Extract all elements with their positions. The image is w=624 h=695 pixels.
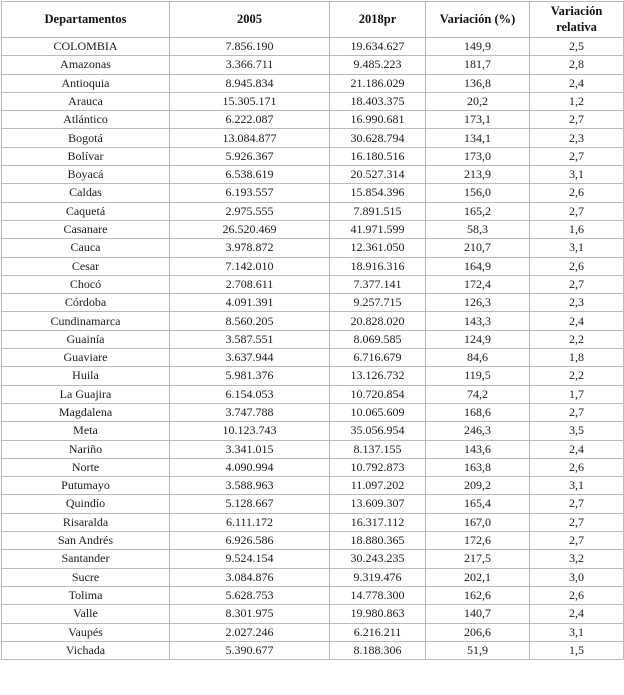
variacion-relativa-cell: 1,7 <box>530 385 624 403</box>
variacion-relativa-cell: 2,5 <box>530 38 624 56</box>
variacion-pct-cell: 51,9 <box>426 641 530 659</box>
value-2005-cell: 7.856.190 <box>170 38 330 56</box>
department-cell: Bolívar <box>2 147 170 165</box>
variacion-relativa-cell: 3,1 <box>530 166 624 184</box>
value-2005-cell: 5.390.677 <box>170 641 330 659</box>
variacion-pct-cell: 168,6 <box>426 403 530 421</box>
value-2018pr-cell: 18.403.375 <box>330 92 426 110</box>
variacion-pct-cell: 213,9 <box>426 166 530 184</box>
variacion-pct-cell: 209,2 <box>426 477 530 495</box>
column-header-variacion-relativa: Variación relativa <box>530 2 624 38</box>
table-row <box>2 38 624 56</box>
column-header-variacion-pct: Variación (%) <box>426 2 530 38</box>
variacion-pct-cell: 164,9 <box>426 257 530 275</box>
table-row <box>2 641 624 659</box>
table-row <box>2 220 624 238</box>
table-row <box>2 239 624 257</box>
department-cell: COLOMBIA <box>2 38 170 56</box>
department-cell: Tolima <box>2 586 170 604</box>
value-2005-cell: 7.142.010 <box>170 257 330 275</box>
department-cell: Guainía <box>2 330 170 348</box>
variacion-pct-cell: 119,5 <box>426 367 530 385</box>
variacion-relativa-cell: 2,7 <box>530 111 624 129</box>
value-2018pr-cell: 6.716.679 <box>330 349 426 367</box>
department-cell: Cauca <box>2 239 170 257</box>
value-2005-cell: 4.091.391 <box>170 294 330 312</box>
variacion-pct-cell: 173,0 <box>426 147 530 165</box>
variacion-relativa-cell: 2,6 <box>530 458 624 476</box>
table-row <box>2 550 624 568</box>
variacion-pct-cell: 167,0 <box>426 513 530 531</box>
value-2005-cell: 6.193.557 <box>170 184 330 202</box>
variacion-relativa-cell: 1,6 <box>530 220 624 238</box>
variacion-relativa-cell: 1,8 <box>530 349 624 367</box>
department-cell: Guaviare <box>2 349 170 367</box>
value-2018pr-cell: 9.257.715 <box>330 294 426 312</box>
department-cell: Santander <box>2 550 170 568</box>
table-row <box>2 623 624 641</box>
table-row <box>2 56 624 74</box>
value-2018pr-cell: 21.186.029 <box>330 74 426 92</box>
table-row <box>2 349 624 367</box>
variacion-pct-cell: 136,8 <box>426 74 530 92</box>
department-cell: Casanare <box>2 220 170 238</box>
header-row <box>2 2 624 38</box>
variacion-pct-cell: 210,7 <box>426 239 530 257</box>
department-cell: Norte <box>2 458 170 476</box>
value-2005-cell: 2.708.611 <box>170 275 330 293</box>
table-row <box>2 74 624 92</box>
department-cell: Antioquia <box>2 74 170 92</box>
table-row <box>2 275 624 293</box>
department-cell: Huila <box>2 367 170 385</box>
variacion-pct-cell: 134,1 <box>426 129 530 147</box>
value-2005-cell: 4.090.994 <box>170 458 330 476</box>
variacion-relativa-cell: 1,2 <box>530 92 624 110</box>
variacion-relativa-cell: 3,1 <box>530 239 624 257</box>
value-2018pr-cell: 10.720.854 <box>330 385 426 403</box>
value-2018pr-cell: 30.243.235 <box>330 550 426 568</box>
variacion-pct-cell: 165,2 <box>426 202 530 220</box>
value-2018pr-cell: 6.216.211 <box>330 623 426 641</box>
table-header <box>2 2 624 38</box>
table-row <box>2 385 624 403</box>
variacion-relativa-cell: 2,2 <box>530 330 624 348</box>
department-cell: Cesar <box>2 257 170 275</box>
department-cell: Arauca <box>2 92 170 110</box>
department-cell: La Guajira <box>2 385 170 403</box>
value-2018pr-cell: 18.880.365 <box>330 532 426 550</box>
value-2005-cell: 13.084.877 <box>170 129 330 147</box>
value-2018pr-cell: 7.891.515 <box>330 202 426 220</box>
table-row <box>2 166 624 184</box>
value-2018pr-cell: 8.188.306 <box>330 641 426 659</box>
variacion-relativa-cell: 3,5 <box>530 422 624 440</box>
value-2005-cell: 6.538.619 <box>170 166 330 184</box>
value-2005-cell: 26.520.469 <box>170 220 330 238</box>
value-2018pr-cell: 30.628.794 <box>330 129 426 147</box>
variacion-relativa-cell: 2,4 <box>530 440 624 458</box>
value-2018pr-cell: 16.317.112 <box>330 513 426 531</box>
value-2018pr-cell: 8.069.585 <box>330 330 426 348</box>
variacion-relativa-cell: 2,6 <box>530 184 624 202</box>
value-2018pr-cell: 8.137.155 <box>330 440 426 458</box>
department-cell: Valle <box>2 605 170 623</box>
value-2005-cell: 3.084.876 <box>170 568 330 586</box>
value-2018pr-cell: 19.634.627 <box>330 38 426 56</box>
department-cell: Caldas <box>2 184 170 202</box>
department-cell: Meta <box>2 422 170 440</box>
table-row <box>2 440 624 458</box>
variacion-relativa-cell: 3,0 <box>530 568 624 586</box>
variacion-relativa-cell: 2,3 <box>530 294 624 312</box>
value-2005-cell: 15.305.171 <box>170 92 330 110</box>
table-row <box>2 532 624 550</box>
value-2018pr-cell: 20.527.314 <box>330 166 426 184</box>
variacion-relativa-cell: 2,7 <box>530 275 624 293</box>
variacion-relativa-cell: 3,1 <box>530 477 624 495</box>
variacion-relativa-cell: 2,3 <box>530 129 624 147</box>
table-row <box>2 477 624 495</box>
department-cell: Vichada <box>2 641 170 659</box>
variacion-relativa-cell: 2,7 <box>530 513 624 531</box>
department-cell: San Andrés <box>2 532 170 550</box>
variacion-pct-cell: 165,4 <box>426 495 530 513</box>
column-header-2005: 2005 <box>170 2 330 38</box>
variacion-relativa-cell: 3,2 <box>530 550 624 568</box>
table-row <box>2 129 624 147</box>
table-row <box>2 367 624 385</box>
variacion-pct-cell: 217,5 <box>426 550 530 568</box>
table-row <box>2 111 624 129</box>
variacion-pct-cell: 84,6 <box>426 349 530 367</box>
table-row <box>2 147 624 165</box>
department-cell: Vaupés <box>2 623 170 641</box>
variacion-relativa-cell: 2,7 <box>530 202 624 220</box>
value-2005-cell: 2.975.555 <box>170 202 330 220</box>
department-cell: Sucre <box>2 568 170 586</box>
value-2005-cell: 3.747.788 <box>170 403 330 421</box>
value-2018pr-cell: 13.126.732 <box>330 367 426 385</box>
variacion-relativa-cell: 2,7 <box>530 147 624 165</box>
value-2018pr-cell: 35.056.954 <box>330 422 426 440</box>
table-row <box>2 202 624 220</box>
department-cell: Amazonas <box>2 56 170 74</box>
value-2005-cell: 8.945.834 <box>170 74 330 92</box>
value-2005-cell: 3.637.944 <box>170 349 330 367</box>
department-cell: Nariño <box>2 440 170 458</box>
value-2018pr-cell: 20.828.020 <box>330 312 426 330</box>
value-2005-cell: 6.926.586 <box>170 532 330 550</box>
variacion-relativa-cell: 2,4 <box>530 74 624 92</box>
variacion-pct-cell: 163,8 <box>426 458 530 476</box>
table-row <box>2 586 624 604</box>
value-2005-cell: 5.628.753 <box>170 586 330 604</box>
value-2005-cell: 8.560.205 <box>170 312 330 330</box>
variacion-relativa-cell: 2,6 <box>530 586 624 604</box>
variacion-pct-cell: 126,3 <box>426 294 530 312</box>
variacion-relativa-cell: 1,5 <box>530 641 624 659</box>
variacion-pct-cell: 149,9 <box>426 38 530 56</box>
value-2005-cell: 9.524.154 <box>170 550 330 568</box>
variacion-relativa-cell: 2,4 <box>530 312 624 330</box>
table-row <box>2 605 624 623</box>
value-2018pr-cell: 16.990.681 <box>330 111 426 129</box>
value-2018pr-cell: 15.854.396 <box>330 184 426 202</box>
value-2005-cell: 3.366.711 <box>170 56 330 74</box>
value-2005-cell: 5.981.376 <box>170 367 330 385</box>
value-2018pr-cell: 18.916.316 <box>330 257 426 275</box>
table-body <box>2 38 624 660</box>
value-2005-cell: 10.123.743 <box>170 422 330 440</box>
department-cell: Putumayo <box>2 477 170 495</box>
variacion-pct-cell: 172,4 <box>426 275 530 293</box>
variacion-relativa-cell: 3,1 <box>530 623 624 641</box>
value-2005-cell: 3.341.015 <box>170 440 330 458</box>
value-2005-cell: 5.926.367 <box>170 147 330 165</box>
value-2018pr-cell: 9.485.223 <box>330 56 426 74</box>
value-2005-cell: 3.588.963 <box>170 477 330 495</box>
value-2005-cell: 6.154.053 <box>170 385 330 403</box>
table-row <box>2 257 624 275</box>
department-cell: Magdalena <box>2 403 170 421</box>
table-row <box>2 92 624 110</box>
variacion-relativa-cell: 2,7 <box>530 495 624 513</box>
variacion-pct-cell: 74,2 <box>426 385 530 403</box>
value-2005-cell: 6.111.172 <box>170 513 330 531</box>
value-2018pr-cell: 7.377.141 <box>330 275 426 293</box>
value-2018pr-cell: 19.980.863 <box>330 605 426 623</box>
variacion-relativa-cell: 2,8 <box>530 56 624 74</box>
department-cell: Bogotá <box>2 129 170 147</box>
variacion-relativa-cell: 2,2 <box>530 367 624 385</box>
table-row <box>2 294 624 312</box>
variacion-relativa-cell: 2,4 <box>530 605 624 623</box>
variacion-pct-cell: 172,6 <box>426 532 530 550</box>
department-cell: Atlántico <box>2 111 170 129</box>
table-row <box>2 568 624 586</box>
value-2005-cell: 8.301.975 <box>170 605 330 623</box>
value-2018pr-cell: 12.361.050 <box>330 239 426 257</box>
variacion-relativa-cell: 2,6 <box>530 257 624 275</box>
column-header-departamentos: Departamentos <box>2 2 170 38</box>
value-2018pr-cell: 14.778.300 <box>330 586 426 604</box>
department-cell: Quindío <box>2 495 170 513</box>
department-cell: Chocó <box>2 275 170 293</box>
department-cell: Risaralda <box>2 513 170 531</box>
variacion-pct-cell: 173,1 <box>426 111 530 129</box>
variacion-pct-cell: 124,9 <box>426 330 530 348</box>
value-2018pr-cell: 16.180.516 <box>330 147 426 165</box>
departments-table <box>1 1 624 660</box>
variacion-relativa-cell: 2,7 <box>530 403 624 421</box>
table-row <box>2 330 624 348</box>
value-2005-cell: 3.587.551 <box>170 330 330 348</box>
variacion-pct-cell: 58,3 <box>426 220 530 238</box>
value-2005-cell: 2.027.246 <box>170 623 330 641</box>
variacion-pct-cell: 143,6 <box>426 440 530 458</box>
department-cell: Caquetá <box>2 202 170 220</box>
value-2005-cell: 6.222.087 <box>170 111 330 129</box>
department-cell: Córdoba <box>2 294 170 312</box>
variacion-pct-cell: 156,0 <box>426 184 530 202</box>
variacion-pct-cell: 246,3 <box>426 422 530 440</box>
value-2018pr-cell: 11.097.202 <box>330 477 426 495</box>
variacion-pct-cell: 206,6 <box>426 623 530 641</box>
value-2018pr-cell: 9.319.476 <box>330 568 426 586</box>
table-row <box>2 403 624 421</box>
department-cell: Cundinamarca <box>2 312 170 330</box>
department-cell: Boyacá <box>2 166 170 184</box>
variacion-pct-cell: 162,6 <box>426 586 530 604</box>
table-row <box>2 312 624 330</box>
variacion-pct-cell: 140,7 <box>426 605 530 623</box>
value-2018pr-cell: 41.971.599 <box>330 220 426 238</box>
table-row <box>2 184 624 202</box>
variacion-pct-cell: 20,2 <box>426 92 530 110</box>
variacion-pct-cell: 202,1 <box>426 568 530 586</box>
table-row <box>2 458 624 476</box>
variacion-pct-cell: 143,3 <box>426 312 530 330</box>
value-2005-cell: 3.978.872 <box>170 239 330 257</box>
variacion-pct-cell: 181,7 <box>426 56 530 74</box>
table-row <box>2 422 624 440</box>
value-2018pr-cell: 10.792.873 <box>330 458 426 476</box>
table-row <box>2 495 624 513</box>
value-2018pr-cell: 13.609.307 <box>330 495 426 513</box>
column-header-2018pr: 2018pr <box>330 2 426 38</box>
value-2018pr-cell: 10.065.609 <box>330 403 426 421</box>
value-2005-cell: 5.128.667 <box>170 495 330 513</box>
variacion-relativa-cell: 2,7 <box>530 532 624 550</box>
table-row <box>2 513 624 531</box>
